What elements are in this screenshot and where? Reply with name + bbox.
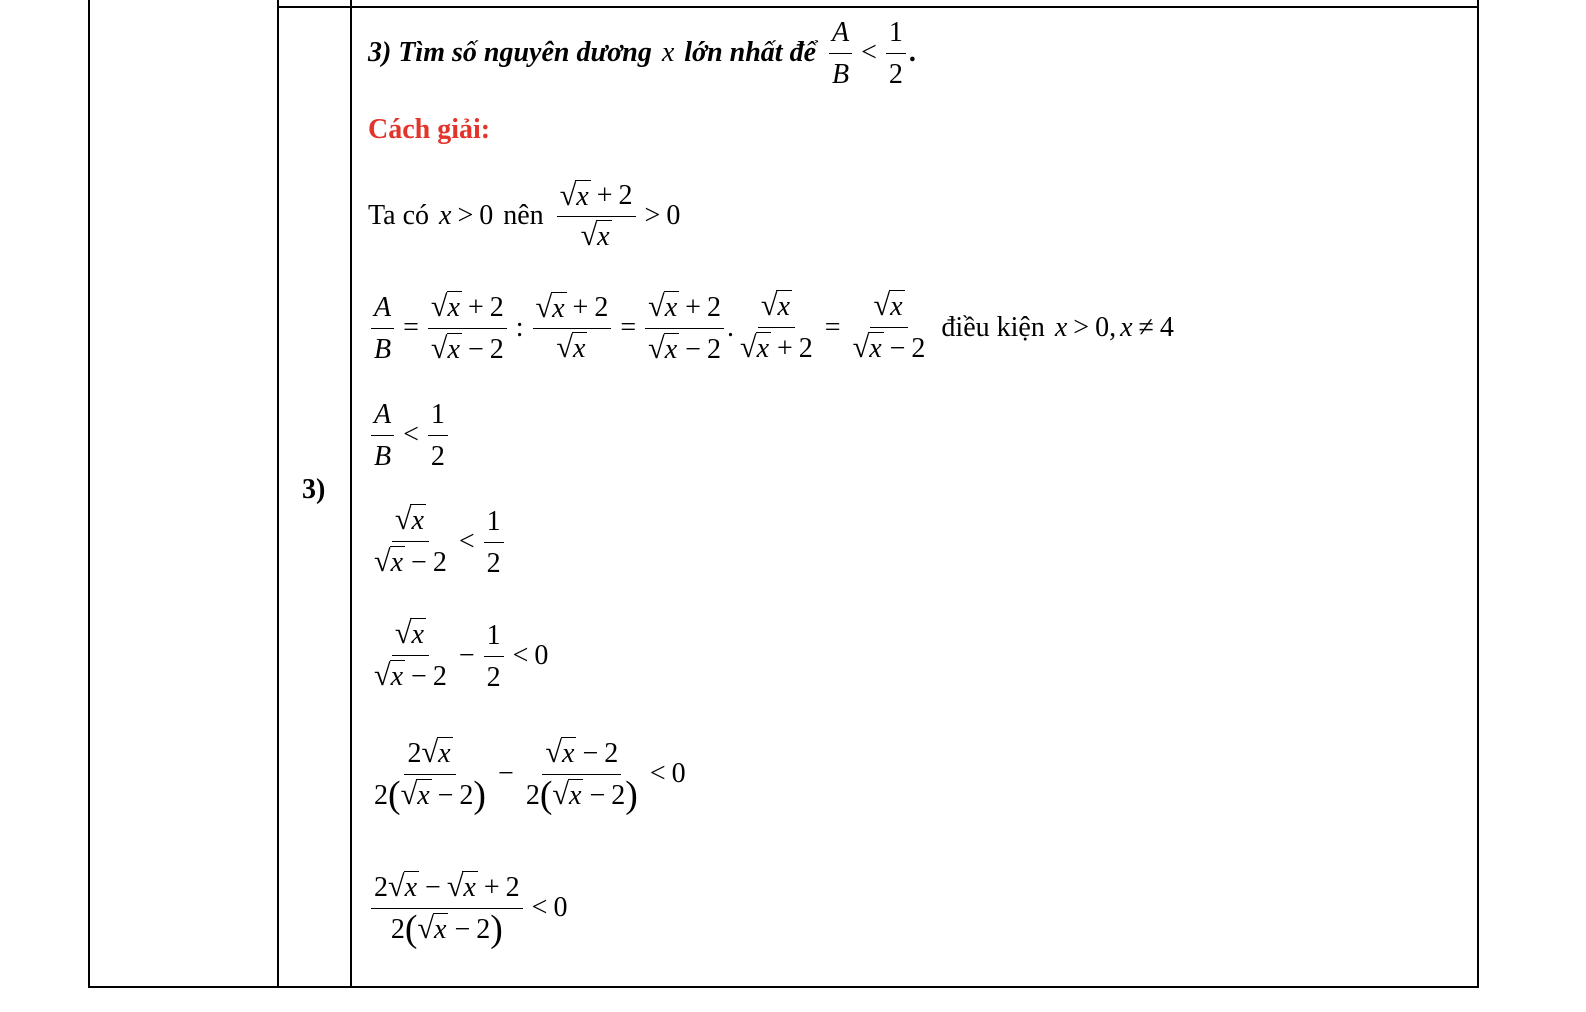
- fraction-one-half: $\frac{1}{2}$: [886, 15, 906, 92]
- fraction: $\frac{1}{2}$: [484, 618, 504, 695]
- question: 3) Tìm số nguyên dương x lớn nhất để $\frac{A}{B}$ < $\frac{1}{2}$ .: [368, 16, 916, 90]
- fraction: √ x √ x − 2: [374, 616, 447, 693]
- fraction: 2 √ x − √ x + 2 2 ( √ x − 2 ): [371, 870, 523, 947]
- table-border-left: [88, 0, 90, 988]
- fraction: √ x − 2 2 ( √ x − 2 ): [525, 735, 638, 817]
- fraction: √ x + 2 √ x − 2: [645, 290, 724, 367]
- fraction: $\frac{A}{B}$: [371, 397, 394, 474]
- solution-heading: Cách giải:: [368, 114, 491, 145]
- question-mid: lớn nhất để: [684, 37, 816, 68]
- step-3: $\frac{A}{B}$ < $\frac{1}{2}$: [368, 398, 451, 472]
- step-1-nen: nên: [503, 200, 544, 231]
- question-var: x: [661, 37, 675, 68]
- part-label: 3): [302, 474, 326, 505]
- step-5: √ x √ x − 2 − $\frac{1}{2}$ < 0: [368, 614, 548, 698]
- table-border-col2: [350, 0, 352, 988]
- table-border-col1: [277, 0, 279, 988]
- table-border-bottom: [88, 986, 1479, 988]
- step-1-ta-co: Ta có: [368, 200, 430, 231]
- table-row-separator: [277, 6, 1479, 8]
- step-6: 2 √ x 2 ( √ x − 2 ) − √ x − 2 2 ( √ x − 2 ) < 0: [368, 728, 686, 820]
- fraction: √ x √ x − 2: [852, 288, 926, 365]
- question-prefix: 3) Tìm số nguyên dương: [368, 37, 652, 68]
- fraction-a-over-b: $\frac{A}{B}$: [829, 15, 852, 92]
- step-1: Ta có x > 0 nên √ x + 2 √ x > 0: [368, 178, 681, 253]
- step-4: √ x √ x − 2 < $\frac{1}{2}$: [368, 500, 507, 584]
- fraction: $\frac{1}{2}$: [428, 397, 448, 474]
- step-2: $\frac{A}{B}$ = √ x + 2 √ x − 2 : √ x + 2 √ x = √ x + 2 √ x − 2 . √ x √ x + 2 = √ x √ x − 2 điều kiện x > 0, x ≠ 4: [368, 288, 1174, 368]
- step-7: 2 √ x − √ x + 2 2 ( √ x − 2 ) < 0: [368, 862, 567, 954]
- fraction: $\frac{A}{B}$: [371, 290, 394, 367]
- fraction: √ x + 2 √ x: [533, 290, 612, 365]
- fraction: 2 √ x 2 ( √ x − 2 ): [374, 735, 487, 817]
- fraction: $\frac{1}{2}$: [484, 504, 504, 581]
- fraction: √ x √ x + 2: [739, 288, 813, 365]
- fraction: √ x + 2 √ x: [557, 178, 636, 253]
- fraction: √ x √ x − 2: [374, 502, 447, 579]
- step-2-dieu-kien: điều kiện: [941, 312, 1045, 343]
- fraction: √ x + 2 √ x − 2: [428, 290, 507, 367]
- table-border-right: [1477, 0, 1479, 988]
